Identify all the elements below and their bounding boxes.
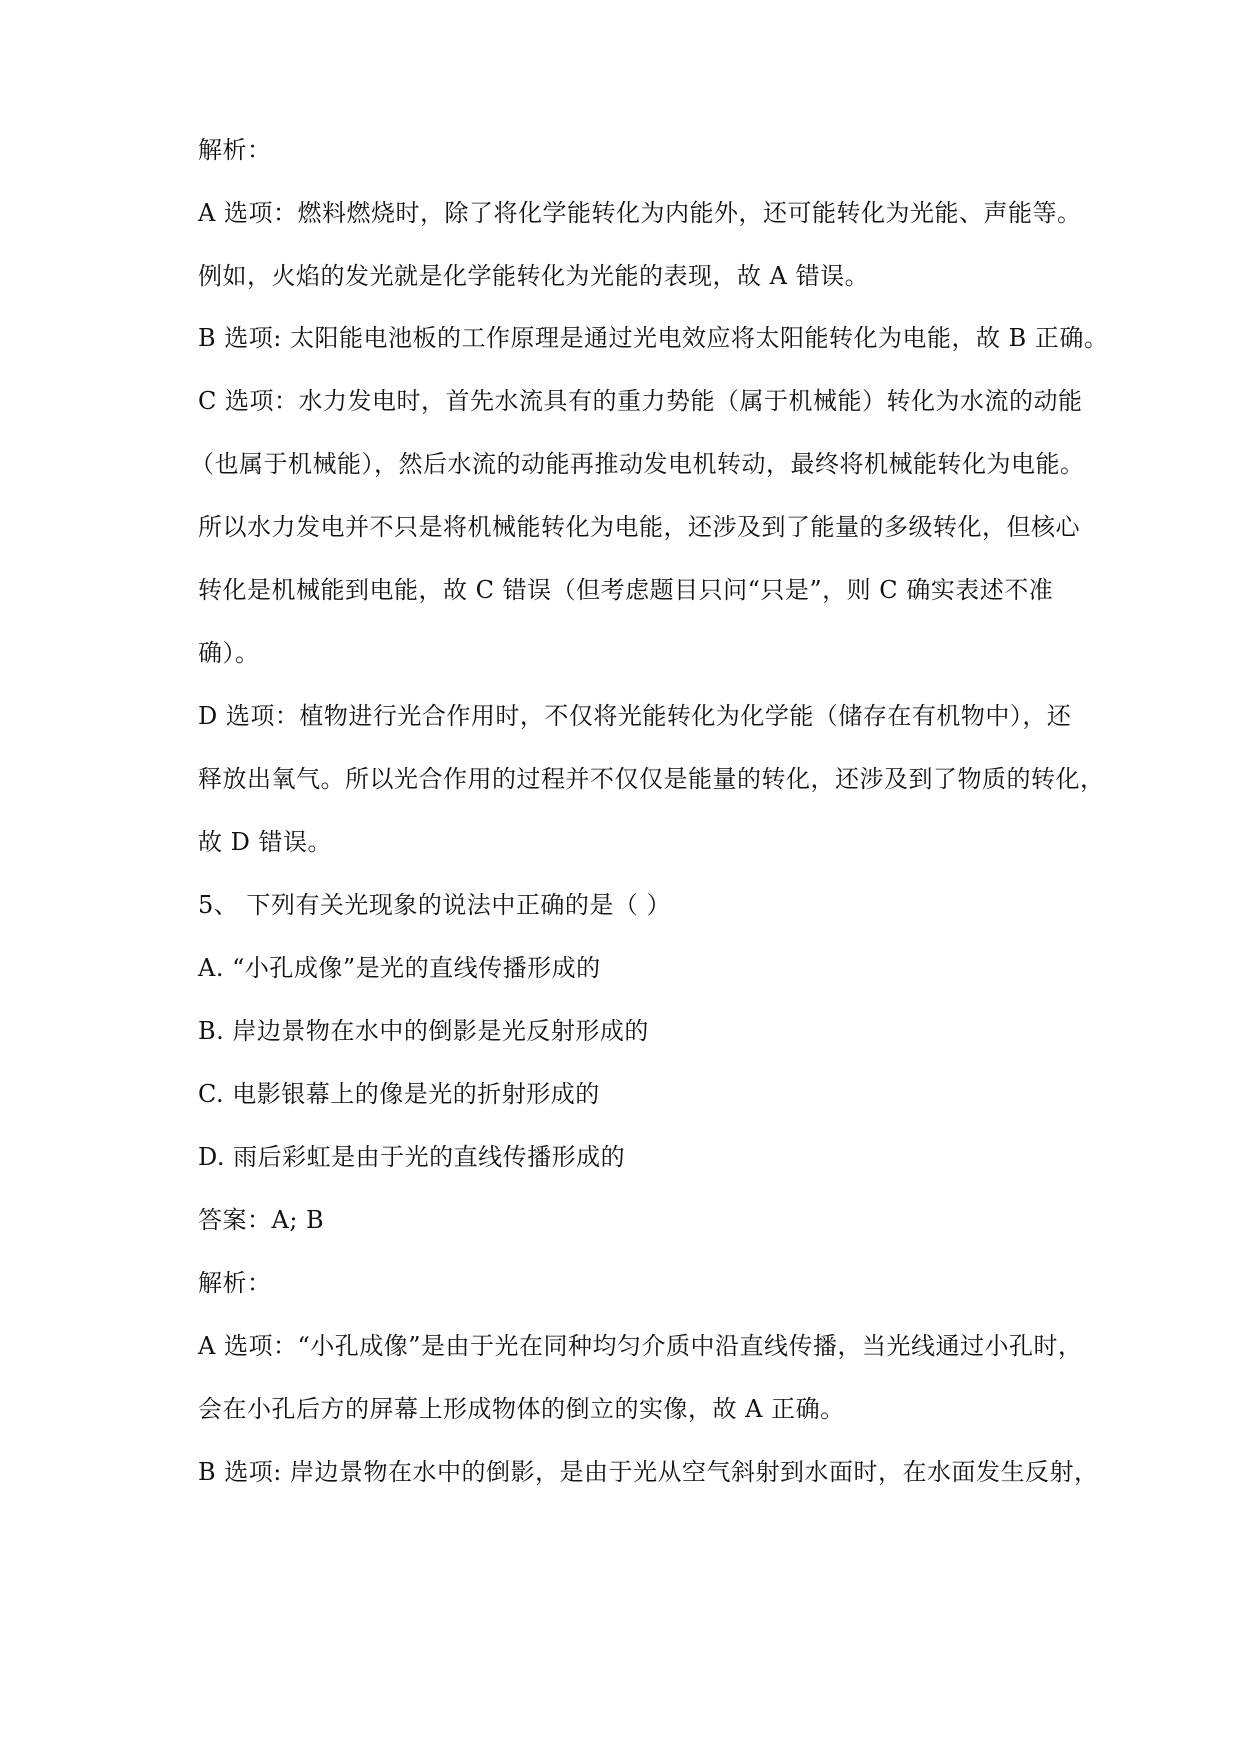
text-line: 释放出氧气。所以光合作用的过程并不仅仅是能量的转化，还涉及到了物质的转化， [198, 765, 1105, 793]
option-c: C. 电影银幕上的像是光的折射形成的 [198, 1080, 600, 1108]
text-line: 会在小孔后方的屏幕上形成物体的倒立的实像，故 A 正确。 [198, 1395, 845, 1423]
analysis-heading: 解析： [198, 1269, 272, 1297]
text-line: B 选项: 太阳能电池板的工作原理是通过光电效应将太阳能转化为电能，故 B 正确。 [198, 324, 1109, 352]
text-line: D 选项：植物进行光合作用时，不仅将光能转化为化学能（储存在有机物中），还 [198, 702, 1072, 730]
question-stem: 5、 下列有关光现象的说法中正确的是（ ） [198, 891, 672, 919]
text-line: （也属于机械能），然后水流的动能再推动发电机转动，最终将机械能转化为电能。 [190, 450, 1085, 478]
text-line: 确）。 [198, 639, 260, 667]
option-d: D. 雨后彩虹是由于光的直线传播形成的 [198, 1143, 626, 1171]
text-line: 故 D 错误。 [198, 828, 332, 856]
text-line: 例如，火焰的发光就是化学能转化为光能的表现，故 A 错误。 [198, 262, 870, 290]
text-line: B 选项: 岸边景物在水中的倒影，是由于光从空气斜射到水面时，在水面发生反射， [198, 1458, 1099, 1486]
text-line: 所以水力发电并不只是将机械能转化为电能，还涉及到了能量的多级转化，但核心 [198, 513, 1080, 541]
text-line: 转化是机械能到电能，故 C 错误（但考虑题目只问“只是”，则 C 确实表述不准 [198, 576, 1054, 604]
text-line: A 选项：“小孔成像”是由于光在同种均匀介质中沿直线传播，当光线通过小孔时， [198, 1332, 1083, 1360]
option-b: B. 岸边景物在水中的倒影是光反射形成的 [198, 1017, 649, 1045]
option-a: A. “小孔成像”是光的直线传播形成的 [198, 954, 601, 982]
answer: 答案：A; B [198, 1206, 325, 1234]
text-line: A 选项：燃料燃烧时，除了将化学能转化为内能外，还可能转化为光能、声能等。 [198, 199, 1082, 227]
analysis-heading: 解析： [198, 136, 272, 164]
text-line: C 选项：水力发电时，首先水流具有的重力势能（属于机械能）转化为水流的动能 [198, 387, 1083, 415]
